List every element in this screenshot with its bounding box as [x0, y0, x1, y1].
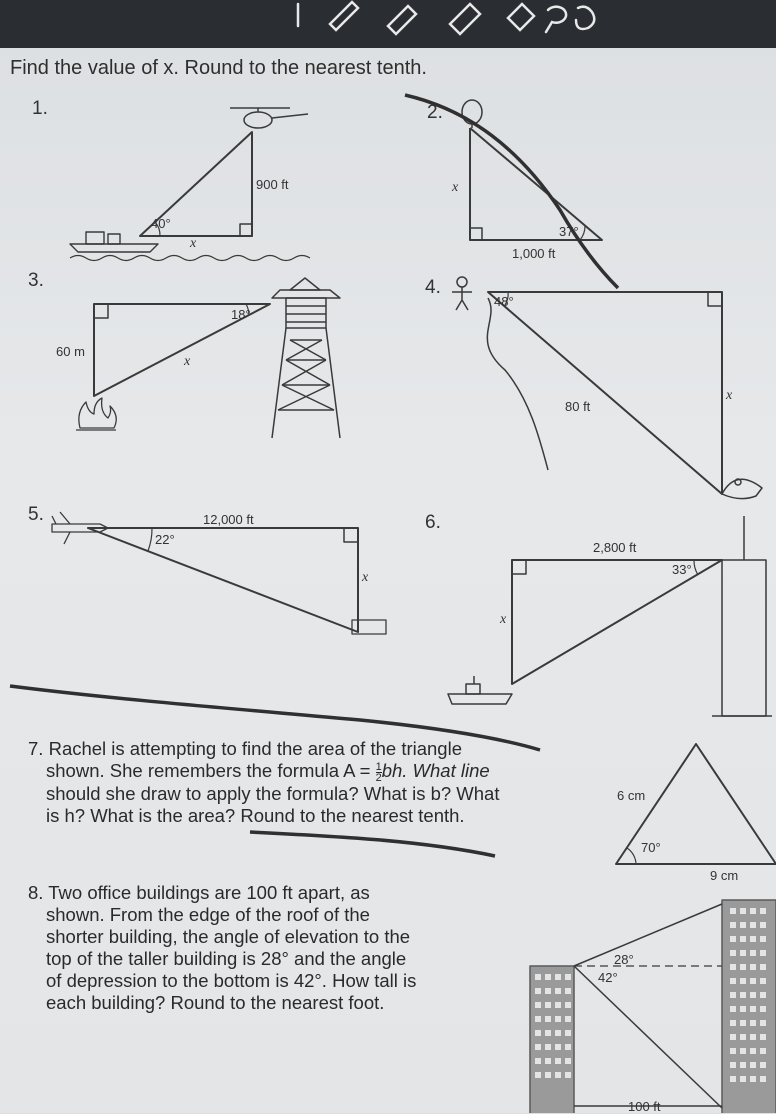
p3-angle-label: 18°	[231, 307, 251, 322]
p4-number: 4.	[425, 277, 441, 298]
p7-angle-label: 70°	[641, 840, 661, 855]
p7-side1-label: 6 cm	[617, 788, 646, 803]
p7-side2-label: 9 cm	[710, 868, 739, 883]
p8-line1: Two office buildings are 100 ft apart, as	[48, 882, 370, 903]
p1-number: 1.	[32, 98, 48, 119]
p7-line4: is h? What is the area? Round to the nearest tenth.	[46, 804, 465, 826]
p7-frac-num: 1	[375, 760, 382, 773]
p2-triangle	[470, 128, 602, 240]
p4-side-label: 80 ft	[565, 399, 591, 414]
p1-water	[70, 256, 310, 261]
p8-line4: top of the taller building is 28° and the angle	[46, 948, 407, 969]
problem-7-text	[28, 738, 588, 827]
p7-line1: Rachel is attempting to find the area of the triangle	[48, 738, 462, 759]
p6-right-angle	[512, 560, 526, 574]
p8-depression-line	[574, 966, 722, 1108]
p1-side-label: 900 ft	[256, 177, 289, 192]
p2-angle-arc	[580, 226, 585, 240]
p8-distance-label: 100 ft	[628, 1099, 661, 1114]
p2-number: 2.	[427, 102, 443, 123]
rowboat-icon	[722, 479, 762, 499]
p2-right-angle	[470, 228, 482, 240]
p4-triangle	[488, 292, 722, 494]
p7-angle-arc	[627, 848, 636, 864]
ship-icon	[448, 676, 512, 704]
p8-line3: shorter building, the angle of elevation to the	[46, 926, 411, 947]
p3-side-label: 60 m	[56, 344, 85, 359]
p8-elevation-label: 28°	[614, 952, 634, 967]
p5-number: 5.	[28, 504, 44, 525]
p2-side-label: 1,000 ft	[512, 246, 556, 261]
p4-right-angle	[708, 292, 722, 306]
p8-elevation-line	[574, 904, 722, 966]
p5-unknown-label: x	[362, 570, 369, 585]
person-icon	[452, 277, 472, 310]
p6-angle-label: 33°	[672, 562, 692, 577]
p4-cliff	[487, 298, 548, 470]
p7-frac-den: 2	[375, 771, 382, 784]
p5-triangle	[88, 528, 358, 632]
p1-unknown-label: x	[190, 236, 197, 251]
water-tower-icon	[272, 278, 340, 438]
p6-number: 6.	[425, 512, 441, 533]
problem-8-text	[28, 882, 498, 1014]
p5-side-label: 12,000 ft	[203, 512, 254, 527]
p5-angle-label: 22°	[155, 532, 175, 547]
p7-line2a: shown. She remembers the formula A =	[46, 760, 376, 781]
p6-angle-arc	[694, 560, 698, 575]
p3-number: 3.	[28, 270, 44, 291]
p6-side-label: 2,800 ft	[593, 540, 637, 555]
p4-unknown-label: x	[726, 388, 733, 403]
p3-unknown-label: x	[184, 354, 191, 369]
p8-line5: of depression to the bottom is 42°. How tall is	[46, 970, 417, 991]
p7-number: 7.	[28, 738, 44, 759]
p2-unknown-label: x	[452, 180, 459, 195]
p8-number: 8.	[28, 882, 44, 903]
p4-angle-label: 48°	[494, 294, 514, 309]
skyscraper-icon	[712, 516, 772, 716]
p5-angle-arc	[148, 528, 152, 551]
p6-unknown-label: x	[500, 612, 507, 627]
handwritten-stroke-7b	[250, 832, 495, 856]
p7-line2b: bh. What line	[381, 760, 490, 781]
p8-line6: each building? Round to the nearest foot.	[46, 992, 385, 1013]
p7-triangle	[616, 744, 776, 864]
p8-depression-label: 42°	[598, 970, 618, 985]
p8-line2: shown. From the edge of the roof of the	[46, 904, 370, 925]
p6-triangle	[512, 560, 722, 684]
p1-angle-label: 40°	[151, 216, 171, 231]
p1-right-angle	[240, 224, 252, 236]
instructions-heading: Find the value of x. Round to the nearest tenth.	[10, 57, 427, 79]
p5-right-angle	[344, 528, 358, 542]
p2-angle-label: 37°	[559, 224, 579, 239]
helicopter-icon	[230, 108, 308, 128]
p7-line3: should she draw to apply the formula? What is b? What	[46, 782, 500, 804]
fire-icon	[76, 398, 116, 430]
p3-right-angle	[94, 304, 108, 318]
